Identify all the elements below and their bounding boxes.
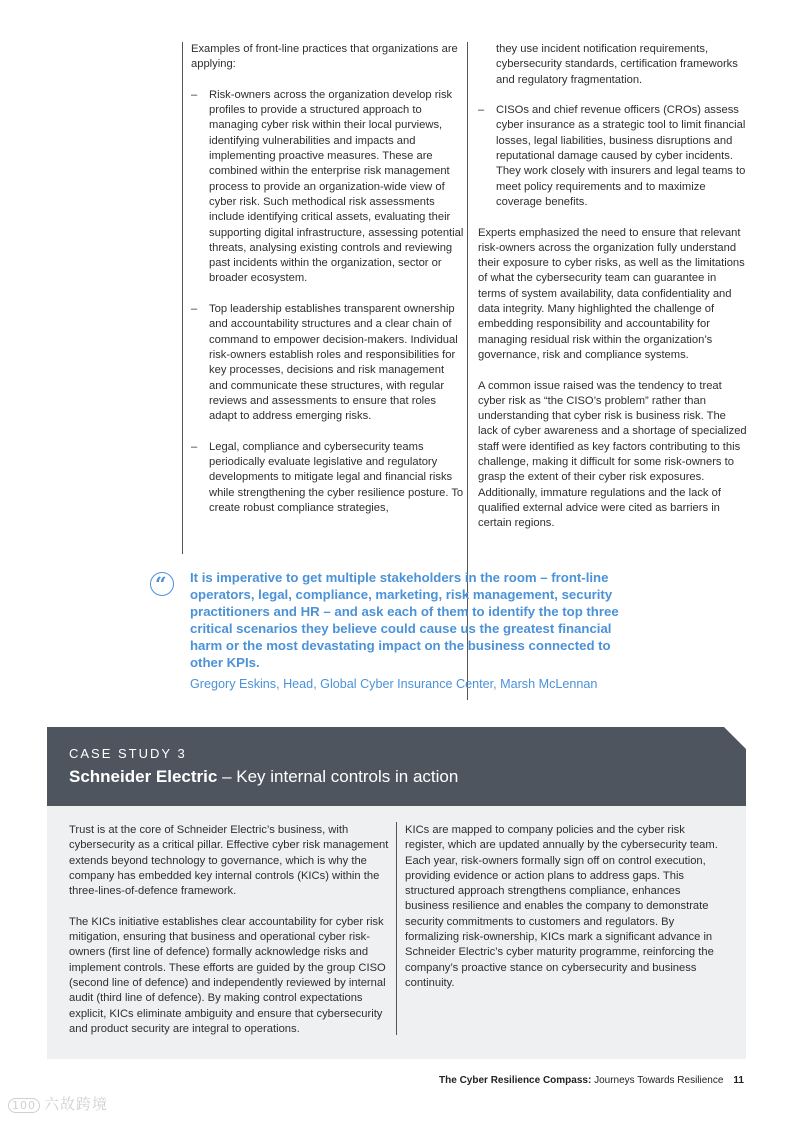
quote-text: It is imperative to get multiple stakeholders in the room – front-line operators, legal, compliance, marketing, risk management, security practitioners and HR – and ask each of them to identify the top three critical scenarios they believe could cause us the greatest financial harm or the most devastating impact on the business connected to other KPIs. [190, 570, 619, 670]
bullet-dash: – [191, 440, 198, 453]
body-paragraph: The KICs initiative establishes clear accountability for cyber risk mitigation, ensuring that business and operational cyber risk-owners (first line of defence) formally acknowledge risks and implement controls. These efforts are guided by the group CISO (second line of defence) and independently reviewed by internal audit (third line of defence). By making control expectations explicit, KICs eliminate ambiguity and ensure that cybersecurity and product security are integral to operations. [69, 915, 386, 1035]
case-study-header [47, 727, 746, 806]
page-number: 11 [733, 1075, 744, 1086]
list-item [191, 440, 464, 516]
case-study-title [69, 767, 458, 787]
list-item [478, 103, 747, 210]
watermark-logo: 100 [8, 1098, 40, 1113]
company-name: Schneider Electric [69, 767, 218, 786]
right-column [467, 42, 747, 542]
page-footer [439, 1075, 744, 1086]
bullet-dash: – [191, 88, 198, 101]
case-study-right-column [405, 823, 727, 991]
case-study-label: CASE STUDY 3 [69, 746, 187, 761]
body-paragraph: A common issue raised was the tendency to treat cyber risk as “the CISO’s problem” rather than understanding that cyber risk is business risk. The lack of cyber awareness and a shortage of specialized staff were identified as key factors contributing to this challenge, making it difficult for some risk-owners to grasp the extent of their cyber risk exposures. Additionally, immature regulations and the lack of qualified external advice were cited as barriers in certain regions. [478, 379, 747, 530]
list-item [191, 88, 464, 287]
intro-paragraph: Examples of front-line practices that organizations are applying: [191, 43, 458, 71]
quote-icon [150, 572, 174, 596]
case-study-body [47, 806, 746, 1059]
bullet-text: CISOs and chief revenue officers (CROs) assess cyber insurance as a strategic tool to limit financial losses, legal liabilities, business disruptions and reputational damage caused by cyber incidents. They work closely with insurers and legal teams to meet policy requirements and to maximize coverage benefits. [496, 104, 746, 208]
bullet-text: Legal, compliance and cybersecurity teams periodically evaluate legislative and regulatory developments to mitigate legal and financial risks while strengthening the cyber resilience posture. To create robust compliance strategies, [209, 440, 464, 514]
quote-mark: “ [155, 572, 167, 596]
corner-notch [724, 727, 746, 749]
left-column [182, 42, 464, 554]
watermark [8, 1093, 108, 1114]
body-paragraph: KICs are mapped to company policies and the cyber risk register, which are updated annually by the cybersecurity team. Each year, risk-owners formally sign off on control execution, providing evidence or action plans to address gaps. This structured approach strengthens compliance, enhances business resilience and enables the company to demonstrate security commitments to customers and regulators. By formalizing risk-ownership, KICs mark a significant advance in Schneider Electric’s cyber maturity programme, reinforcing the company’s proactive stance on cybersecurity and business continuity. [405, 824, 718, 989]
footer-subtitle: Journeys Towards Resilience [591, 1075, 724, 1086]
list-item-continuation [478, 42, 747, 88]
bullet-text: Top leadership establishes transparent ownership and accountability structures and a clear chain of command to empower decision-makers. Individual risk-owners establish roles and responsibilities for key processes, decisions and risk management and communicate these structures, with regular reviews and assessments to ensure that roles adapt to address emerging risks. [209, 303, 458, 423]
bullet-dash: – [191, 303, 198, 316]
column-divider [396, 822, 397, 1035]
body-paragraph: Experts emphasized the need to ensure that relevant risk-owners across the organization fully understand their exposure to cyber risks, as well as the limitations of what the cybersecurity team can guarantee in terms of system availability, data confidentiality and data integrity. Many highlighted the challenge of embedding responsibility and accountability for managing residual risk within the organization’s governance, risk and compliance systems. [478, 226, 745, 361]
bullet-text: they use incident notification requirements, cybersecurity standards, certification frameworks and regulatory fragmentation. [496, 43, 738, 86]
case-study-subtitle: – Key internal controls in action [217, 767, 459, 786]
bullet-dash: – [478, 104, 485, 117]
list-item [191, 302, 464, 424]
quote-attribution: Gregory Eskins, Head, Global Cyber Insurance Center, Marsh McLennan [190, 677, 598, 692]
watermark-text: 六故跨境 [44, 1095, 109, 1113]
pull-quote [150, 570, 620, 692]
bullet-text: Risk-owners across the organization develop risk profiles to provide a structured approach to managing cyber risk within their local purviews, identifying vulnerabilities and impacts and implementing proactive measures. These are combined within the enterprise risk management process to provide an organization-wide view of cyber risk. Such methodical risk assessments include identifying critical assets, evaluating their supporting digital infrastructure, assessing potential threats, analysing existing controls and reviewing past incidents within the organization, sector or broader ecosystem. [209, 88, 464, 285]
case-study-left-column [69, 823, 391, 1037]
footer-title: The Cyber Resilience Compass: [439, 1075, 592, 1086]
body-paragraph: Trust is at the core of Schneider Electric’s business, with cybersecurity as a critical pillar. Effective cyber risk management extends beyond technology to governance, which is why the company has embedded key internal controls (KICs) within the three-lines-of-defence framework. [69, 824, 389, 898]
